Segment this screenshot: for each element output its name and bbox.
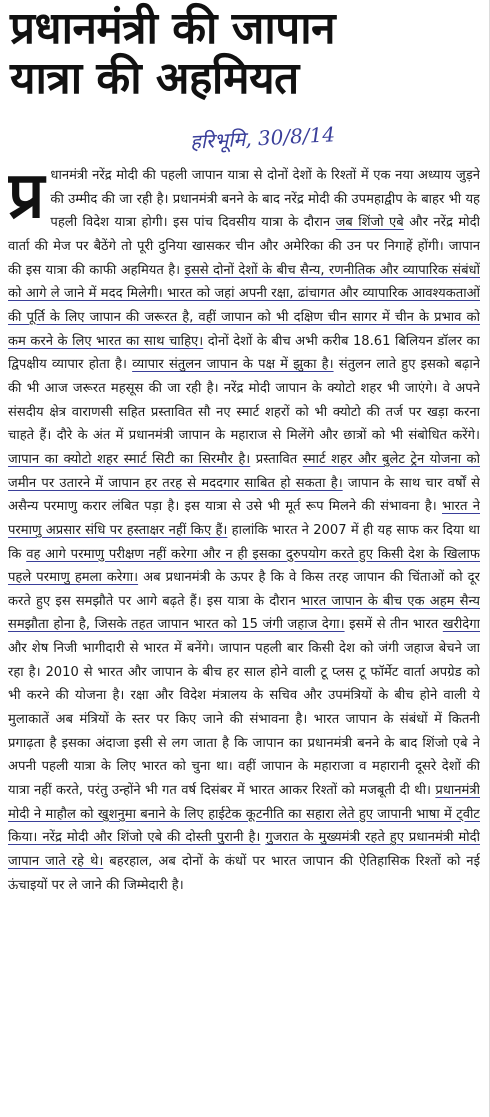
underlined-passage: भारत जापान के बीच एक अहम सैन्य समझौता होना है, जिसके तहत जापान भारत को 15 जंगी जहाज देगा।: [8, 593, 480, 633]
article-passage: और शेष निजी भागीदारी से भारत में बनेंगे। जापान पहली बार किसी देश को जंगी जहाज बेचने जा रहा है। 2010 से भारत और जापान के बीच हर साल होने वाली टू प्लस टू फॉर्मेट वार्ता अपग्रेड को भी करने की योजना है। रक्षा और विदेश मंत्रालय के सचिव और उपमंत्रियों के बीच होने वाली ये मुलाकातें अब मंत्रियों के स्तर पर किए जाने की संभावना है। भारत जापान के संबंधों में कितनी प्रगाढ़ता है इसका अंदाजा इसी से लग जाता है कि जापान का प्रधानमंत्री बनने के बाद शिंजो एबे ने अपनी पहली यात्रा के लिए भारत को चुना था। वहीं जापान के महाराजा व महारानी दूसरे देशों की यात्रा नहीं करते, परंतु उन्होंने भी गत वर्ष दिसंबर में भारत आकर रिश्तों को मजबूती दी थी।: [8, 641, 480, 799]
article-passage: दोनों देशों के बीच अभी करीब 18.61 बिलियन डॉलर का द्विपक्षीय व्यापार होता है।: [8, 333, 480, 373]
underlined-passage: खरीदेगा: [442, 617, 480, 633]
article-text: [8, 168, 480, 893]
underlined-passage: इससे दोनों देशों के बीच सैन्य, रणनीतिक और व्यापारिक संबंधों को आगे ले जाने में मदद मिलेगी। भारत को जहां अपनी रक्षा, ढांचागत और व्यापारिक आवश्यकताओं की पूर्ति के लिए जापान की जरूरत है, वहीं जापान को भी दक्षिण चीन सागर में चीन के प्रभाव को कम करने के लिए भारत का साथ चाहिए।: [8, 262, 480, 349]
drop-cap: प्र: [8, 164, 45, 233]
handwritten-source-date-note: हरिभूमि, 30/8/14: [189, 122, 336, 154]
article-passage: हालांकि भारत ने 2007 में ही यह साफ कर दिया था कि: [8, 522, 480, 562]
article-passage: अब प्रधानमंत्री के ऊपर है कि वे किस तरह जापान की चिंताओं को दूर करते हुए इस समझौते पर आगे बढ़ते हैं। इस यात्रा के दौरान: [8, 570, 480, 609]
underlined-passage: जब शिंजो एबे: [335, 215, 404, 231]
underlined-passage: व्यापार संतुलन जापान के पक्ष में झुका है।: [132, 357, 334, 373]
headline: [0, 0, 489, 104]
article-body: [8, 164, 480, 1108]
underlined-passage: भारत ने परमाणु अप्रसार संधि पर हस्ताक्षर नहीं किए हैं।: [8, 499, 480, 538]
article-passage: इसमें से तीन भारत: [344, 617, 443, 633]
article-passage: संतुलन लाते हुए इसको बढ़ाने की भी आज जरूरत महसूस की जा रही है। नरेंद्र मोदी जापान के क्योटो शहर भी जाएंगे। वे अपने संसदीय क्षेत्र वाराणसी सहित प्रस्तावित सौ नए स्मार्ट शहरों को भी क्योटो की तर्ज पर खड़ा करना चाहते हैं। दौरे के अंत में प्रधानमंत्री जापान के महाराज से मिलेंगे और छात्रों को भी संबोधित करेंगे।: [8, 357, 480, 444]
headline-line-1: प्रधानमंत्री की जापान: [10, 3, 336, 54]
article-passage: जापान के साथ चार वर्षों से असैन्य परमाणु करार लंबित पड़ा है। इस यात्रा से उसे भी मूर्त रूप मिलने की संभावना है।: [8, 475, 480, 515]
underlined-passage: गुजरात के मुख्यमंत्री रहते हुए प्रधानमंत्री मोदी जापान जाते रहे थे।: [8, 830, 480, 870]
article-passage: और नरेंद्र मोदी वार्ता की मेज पर बैठेंगे तो पूरी दुनिया खासकर चीन और अमेरिका की उन पर निगाहें होंगी। जापान की इस यात्रा की काफी अहमियत है।: [8, 215, 480, 278]
underlined-passage: वह आगे परमाणु परीक्षण नहीं करेगा और न ही इसका दुरुपयोग करते हुए किसी देश के खिलाफ पहले परमाणु हमला करेगा।: [8, 546, 480, 586]
underlined-passage: स्मार्ट शहर और बुलेट ट्रेन योजना को जमीन पर उतारने में जापान हर तरह से मददगार साबित हो सकता है।: [8, 451, 480, 491]
headline-line-2: यात्रा की अहमियत: [10, 53, 299, 104]
underlined-passage: प्रधानमंत्री मोदी ने माहौल को खुशनुमा बनाने के लिए हाईटेक कूटनीति का सहारा लेते हुए जापानी भाषा में ट्वीट किया। नरेंद्र मोदी और शिंजो एबे की दोस्ती पुरानी है।: [8, 783, 480, 846]
underlined-passage: जापान का क्योटो शहर स्मार्ट सिटी का सिरमौर है।: [8, 451, 251, 467]
article-passage: बहरहाल, अब दोनों के कंधों पर भारत जापान की ऐतिहासिक रिश्तों को नई ऊंचाइयों पर ले जाने की जिम्मेदारी है।: [8, 854, 480, 893]
article-passage: प्रस्तावित: [250, 451, 303, 467]
article-passage: धानमंत्री नरेंद्र मोदी की पहली जापान यात्रा से दोनों देशों के रिश्तों में एक नया अध्याय जुड़ने की उम्मीद की जा रही है। प्रधानमंत्री बनने के बाद नरेंद्र मोदी की उपमहाद्वीप के बाहर भी यह पहली विदेश यात्रा होगी। इस पांच दिवसीय यात्रा के दौरान: [50, 168, 480, 231]
